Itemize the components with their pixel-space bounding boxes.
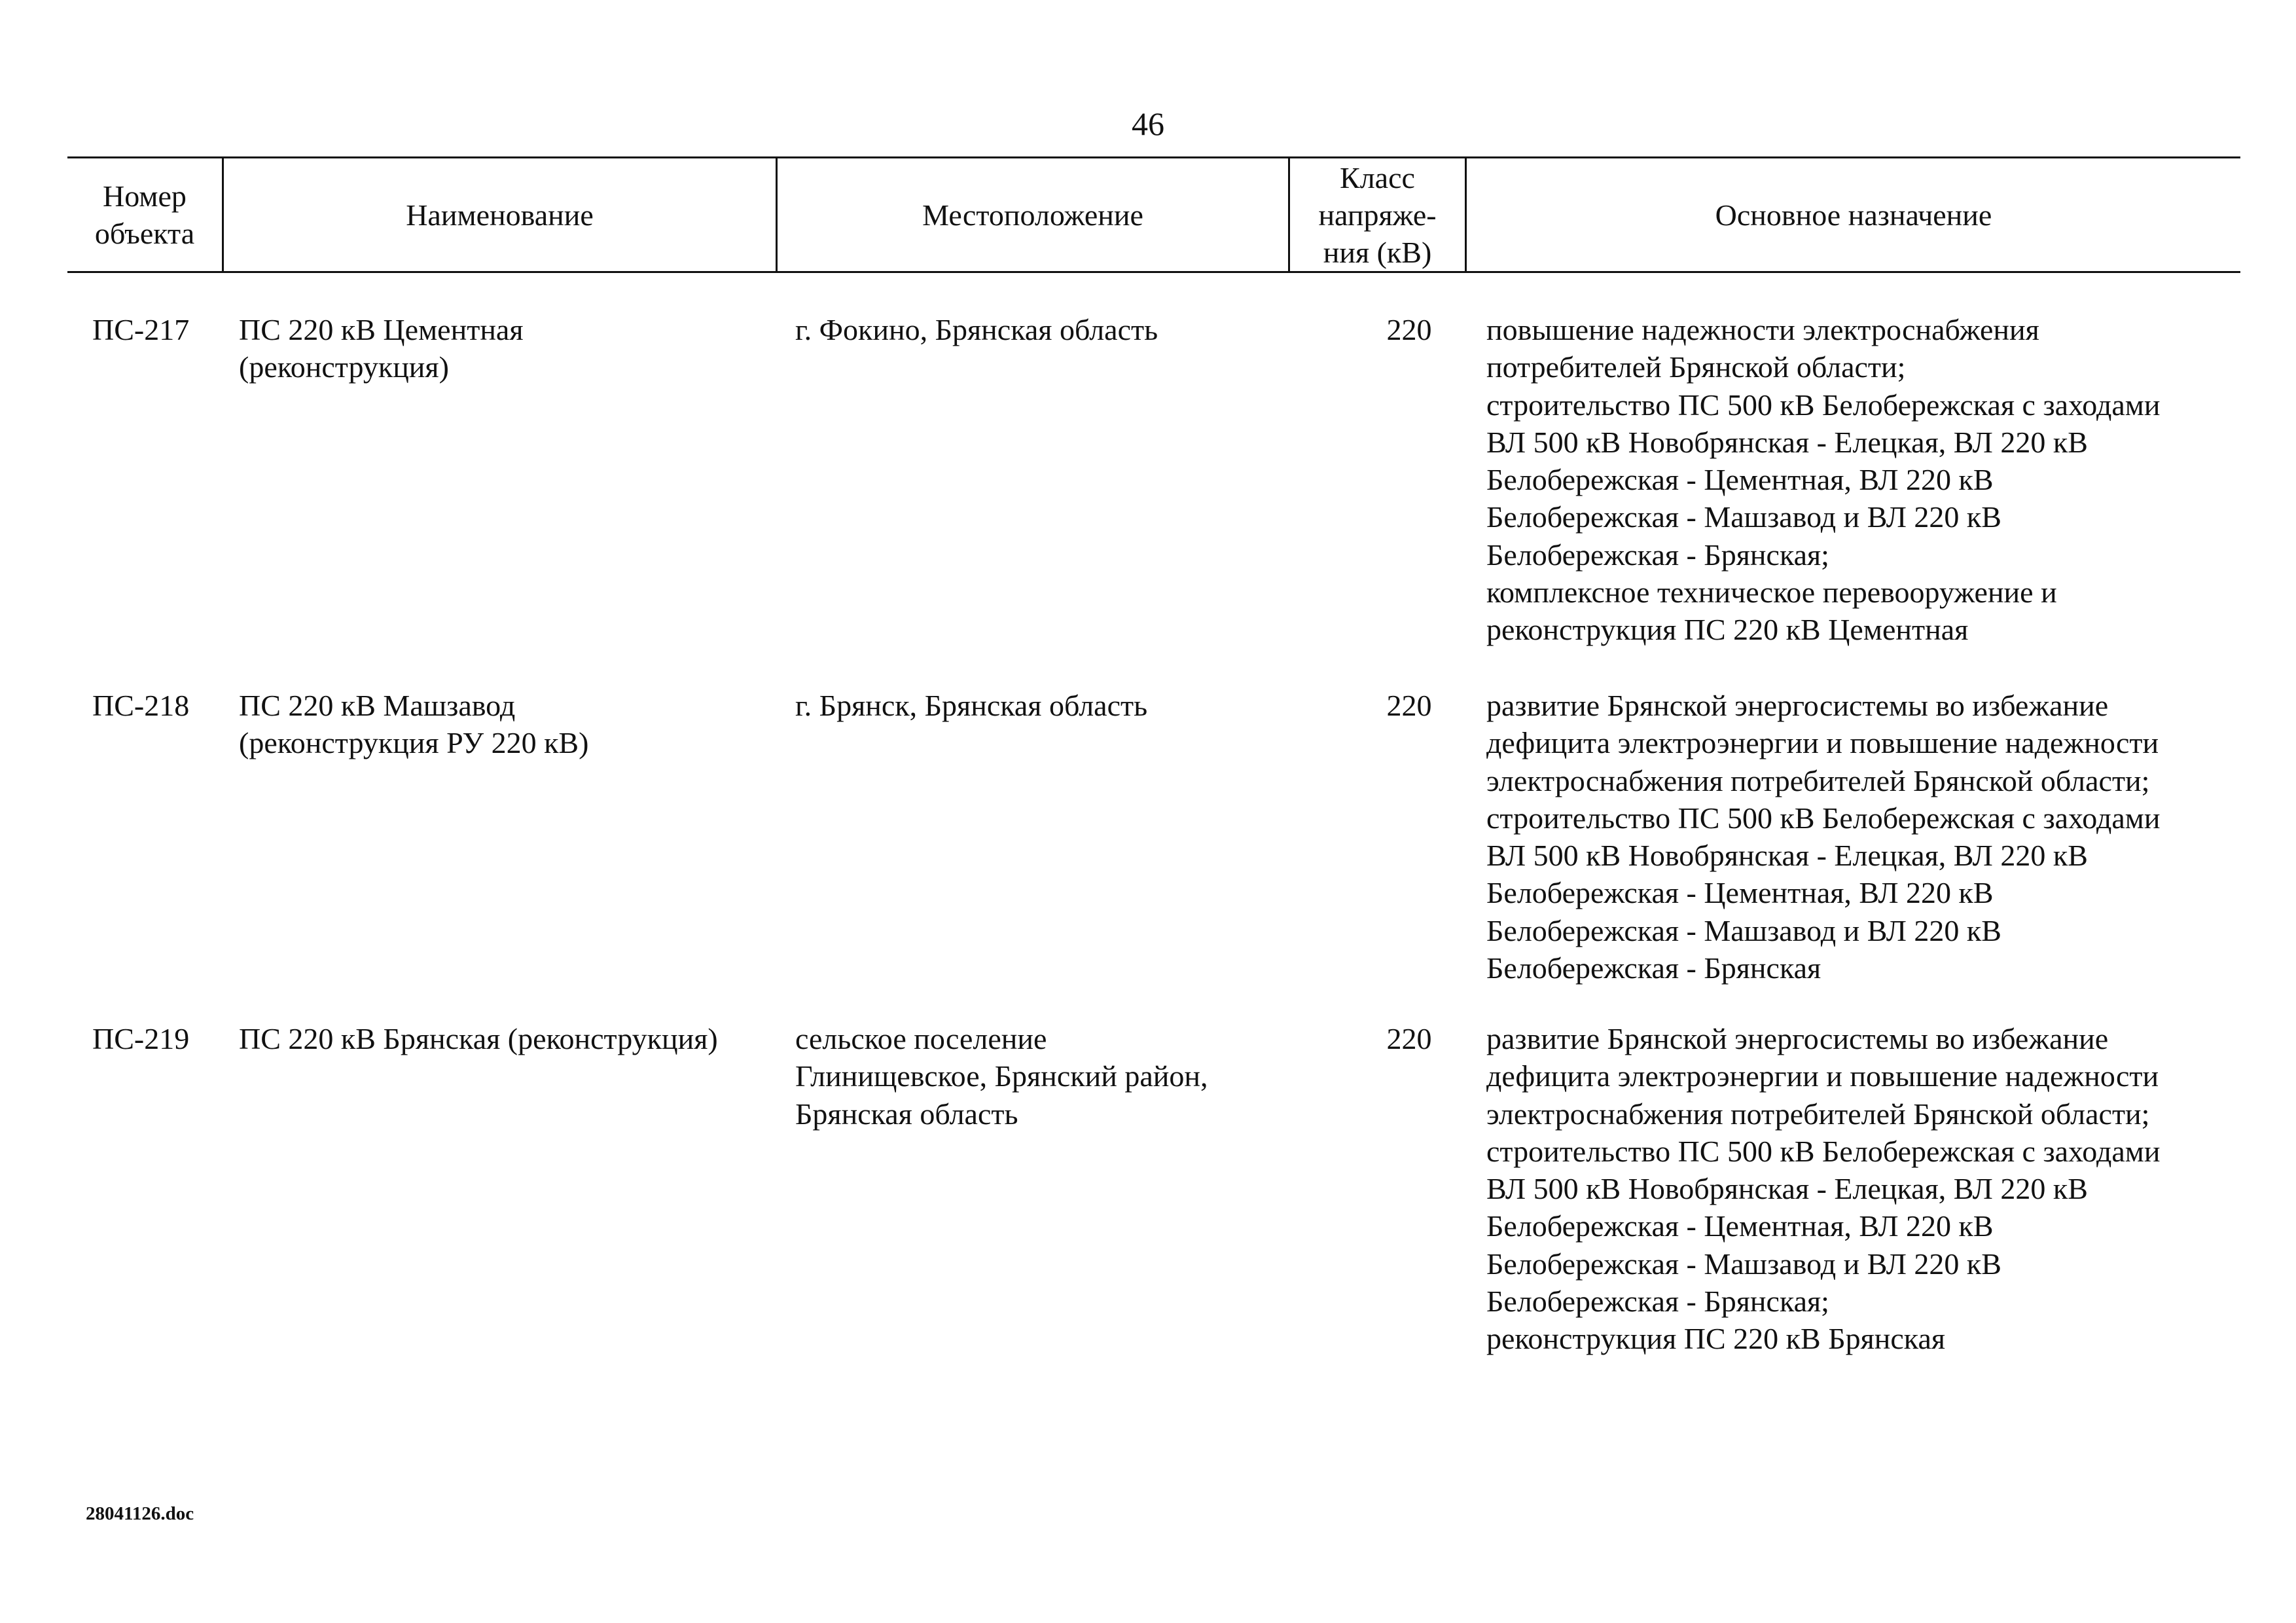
object-purpose: развитие Брянской энергосистемы во избежание дефицита электроэнергии и повышение надежности электроснабжения потребителей Брянской области; строительство ПС 500 кВ Белобережская с заходами ВЛ 500 кВ Новобрянская - Елецкая, ВЛ 220 кВ Белобережская - Цементная, ВЛ 220 кВ Белобережская - Машзавод и ВЛ 220 кВ Белобережская - Брянская bbox=[1486, 689, 2161, 985]
object-number: ПС-218 bbox=[92, 689, 190, 722]
object-number: ПС-217 bbox=[92, 313, 190, 346]
objects-table bbox=[67, 156, 2240, 1356]
header-name: Наименование bbox=[406, 198, 594, 232]
object-purpose: развитие Брянской энергосистемы во избежание дефицита электроэнергии и повышение надежности электроснабжения потребителей Брянской области; строительство ПС 500 кВ Белобережская с заходами ВЛ 500 кВ Новобрянская - Елецкая, ВЛ 220 кВ Белобережская - Цементная, ВЛ 220 кВ Белобережская - Машзавод и ВЛ 220 кВ Белобережская - Брянская; реконструкция ПС 220 кВ Брянская bbox=[1486, 1022, 2161, 1356]
header-number: Номер объекта bbox=[94, 179, 195, 250]
table-header bbox=[67, 156, 2240, 273]
object-name: ПС 220 кВ Брянская (реконструкция) bbox=[239, 1022, 718, 1055]
object-name: ПС 220 кВ Цементная (реконструкция) bbox=[239, 313, 524, 384]
object-voltage: 220 bbox=[1386, 313, 1432, 346]
object-voltage: 220 bbox=[1386, 689, 1432, 722]
page-number: 46 bbox=[1132, 105, 1164, 142]
header-voltage: Класс напряже- ния (кВ) bbox=[1318, 160, 1437, 269]
object-name: ПС 220 кВ Машзавод (реконструкция РУ 220 кВ) bbox=[239, 689, 589, 760]
object-location: сельское поселение Глинищевское, Брянский район, Брянская область bbox=[795, 1022, 1208, 1131]
object-location: г. Брянск, Брянская область bbox=[795, 689, 1148, 722]
object-purpose: повышение надежности электроснабжения потребителей Брянской области; строительство ПС 500 кВ Белобережская с заходами ВЛ 500 кВ Новобрянская - Елецкая, ВЛ 220 кВ Белобережская - Цементная, ВЛ 220 кВ Белобережская - Машзавод и ВЛ 220 кВ Белобережская - Брянская; комплексное техническое перевооружение и реконструкция ПС 220 кВ Цементная bbox=[1486, 313, 2161, 647]
object-location: г. Фокино, Брянская область bbox=[795, 313, 1158, 346]
object-number: ПС-219 bbox=[92, 1022, 190, 1055]
header-location: Местоположение bbox=[922, 198, 1143, 232]
object-voltage: 220 bbox=[1386, 1022, 1432, 1055]
document-filename: 28041126.doc bbox=[86, 1503, 194, 1524]
header-purpose: Основное назначение bbox=[1715, 198, 1992, 232]
